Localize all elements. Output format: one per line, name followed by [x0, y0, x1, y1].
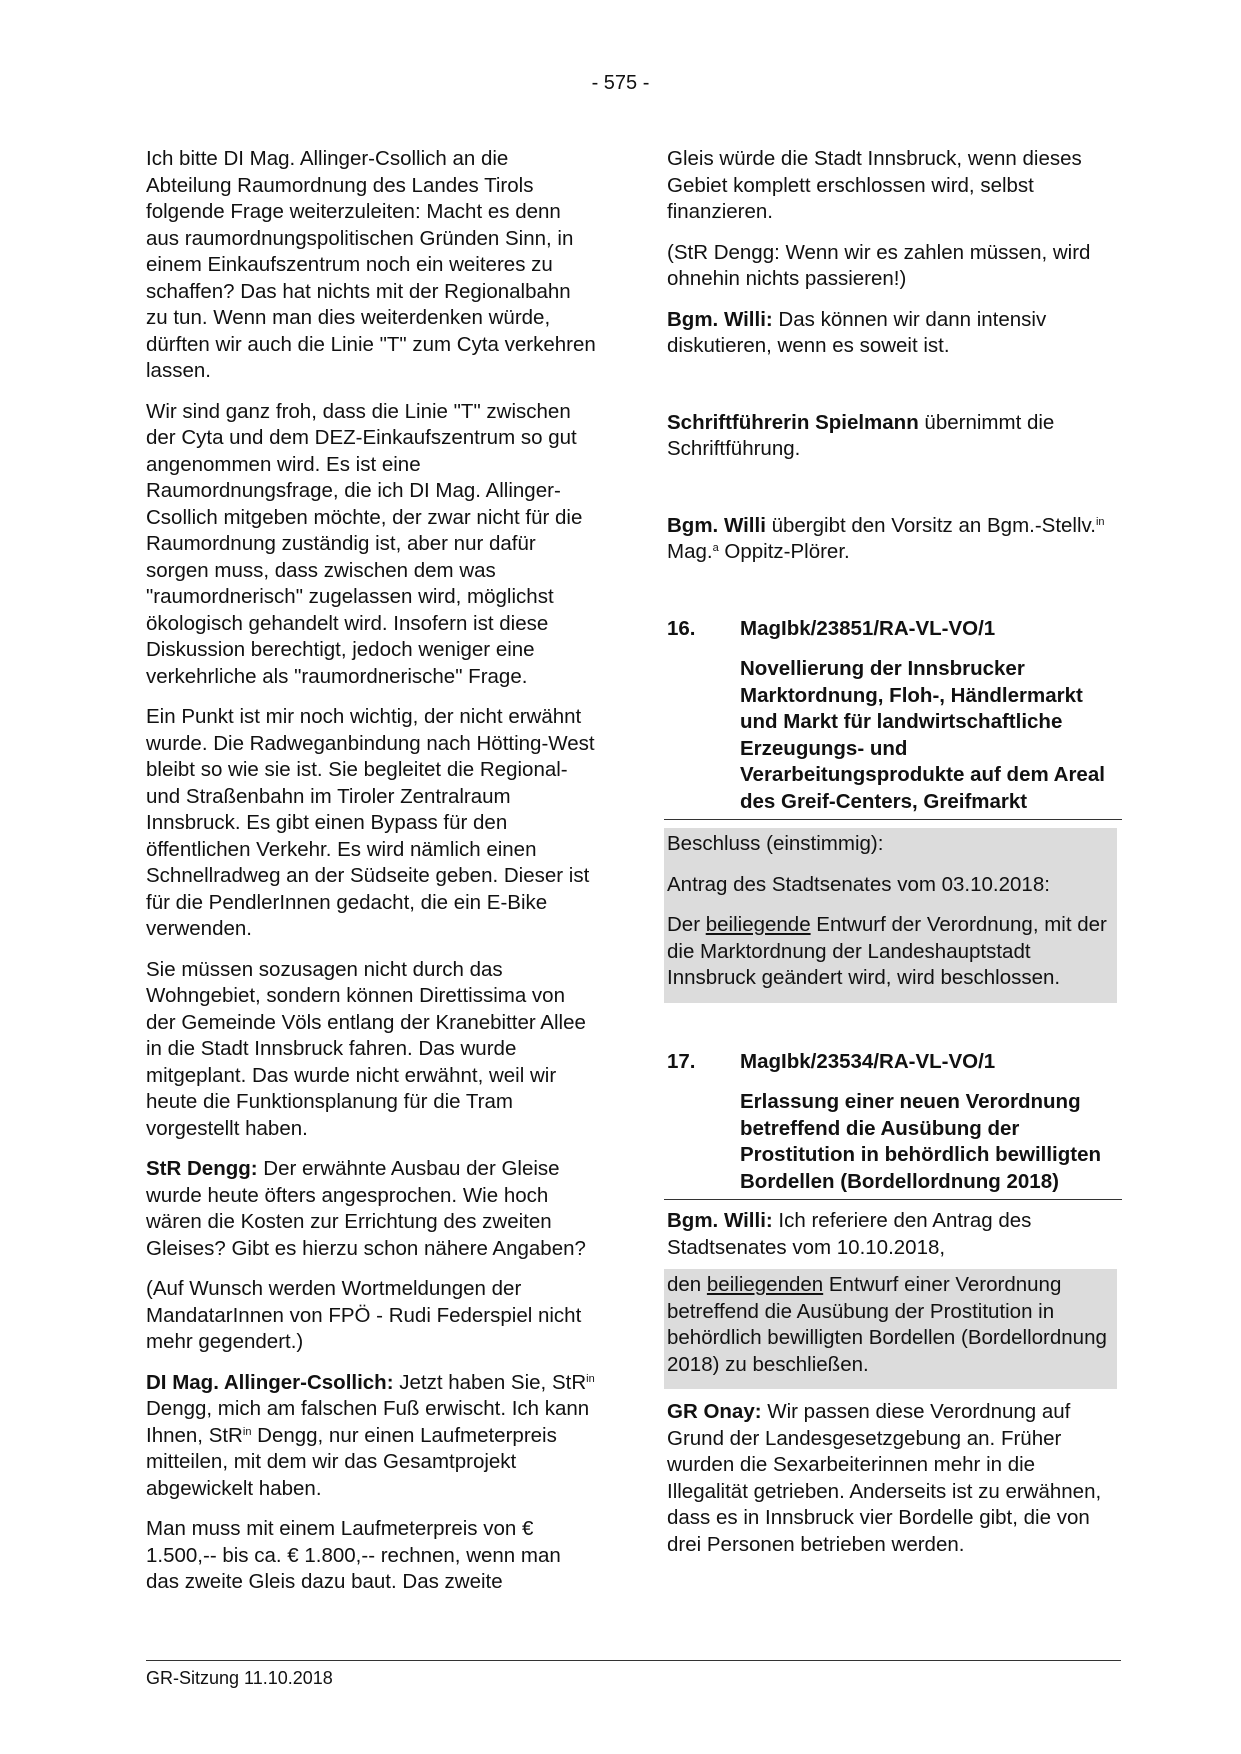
- speech-paragraph: [146, 1156, 596, 1262]
- paragraph: Sie müssen sozusagen nicht durch das Wohngebiet, sondern können Direttissima von der Gemeinde Völs entlang der Kranebitter Allee in die Stadt Innsbruck fahren. Das wurde mitgeplant. Das wurde nicht erwähnt, weil wir heute die Funktionsplanung für die Tram vorgestellt haben.: [146, 957, 586, 1140]
- agenda-item-title: Erlassung einer neuen Verordnung betreffend die Ausübung der Prostitution in behördlich bewilligten Bordellen (Bordellordnung 2018): [740, 1090, 1102, 1193]
- left-column: [146, 146, 596, 1610]
- speech-text: Jetzt haben Sie, StR: [393, 1370, 587, 1394]
- paragraph: Ich bitte DI Mag. Allinger-Csollich an die Abteilung Raumordnung des Landes Tirols folgende Frage weiterzuleiten: Macht es denn aus raumordnungspolitischen Gründen Sinn, in einem Einkaufszentrum noch ein weiteres zu schaffen? Das hat nichts mit der Regionalbahn zu tun. Wenn man dies weiterdenken würde, dürften wir auch die Linie "T" zum Cyta verkehren lassen.: [146, 147, 596, 382]
- paragraph: (StR Dengg: Wenn wir es zahlen müssen, wird ohnehin nichts passieren!): [667, 240, 1091, 290]
- agenda-item-reference: MagIbk/23851/RA-VL-VO/1: [740, 616, 996, 640]
- superscript: in: [586, 1372, 595, 1385]
- paragraph: Ein Punkt ist mir noch wichtig, der nicht erwähnt wurde. Die Radweganbindung nach Hötting-West bleibt so wie sie ist. Sie begleitet die Regional- und Straßenbahn im Tiroler Zentralraum Innsbruck. Es gibt einen Bypass für den öffentlichen Verkehr. Es wird nämlich einen Schnellradweg an der Südseite geben. Dieser ist für die PendlerInnen gedacht, die ein E-Bike verwenden.: [146, 705, 595, 940]
- footer-session-date: GR-Sitzung 11.10.2018: [146, 1668, 333, 1688]
- paragraph: (Auf Wunsch werden Wortmeldungen der MandatarInnen von FPÖ - Rudi Federspiel nicht mehr gegendert.): [146, 1277, 582, 1353]
- page-number: - 575 -: [591, 72, 650, 94]
- speech-text: Ich referiere den Antrag des Stadtsenates vom 10.10.2018,: [667, 1209, 1032, 1259]
- speaker-name: Bgm. Willi:: [667, 307, 773, 331]
- decision-label: Beschluss (einstimmig):: [667, 832, 884, 855]
- paragraph: Man muss mit einem Laufmeterpreis von € 1.500,-- bis ca. € 1.800,-- rechnen, wenn man das zweite Gleis dazu baut. Das zweite: [146, 1517, 561, 1593]
- resolution-text-part: Entwurf der Verordnung, mit der die Marktordnung der Landeshauptstadt Innsbruck geändert wird, wird beschlossen.: [667, 913, 1107, 989]
- speaker-name: StR Dengg:: [146, 1157, 258, 1180]
- speech-paragraph: [667, 513, 1117, 566]
- speech-paragraph: [146, 1370, 596, 1503]
- speech-paragraph: [667, 1399, 1117, 1558]
- speech-text: übergibt den Vorsitz an Bgm.-Stellv.: [765, 513, 1096, 537]
- agenda-item-reference: MagIbk/23534/RA-VL-VO/1: [740, 1049, 996, 1073]
- speech-text: Wir passen diese Verordnung auf Grund der Landesgesetzgebung an. Früher wurden die Sexarbeiterinnen mehr in die Illegalität getrieben. Anderseits ist zu erwähnen, dass es in Innsbruck vier Bordelle gibt, die von drei Personen betrieben werden.: [667, 1400, 1102, 1556]
- speaker-name: Bgm. Willi:: [667, 1209, 773, 1232]
- resolution-text: [667, 909, 1114, 1003]
- divider: [664, 1199, 1122, 1200]
- agenda-item-header: [667, 616, 1117, 643]
- agenda-item-number: 16.: [667, 616, 696, 640]
- superscript: in: [1095, 515, 1105, 528]
- resolution-text-part: Entwurf einer Verordnung betreffend die Ausübung der Prostitution in behördlich bewilligten Bordellen (Bordellordnung 2018) zu beschließen.: [667, 1273, 1107, 1376]
- motion-line: Antrag des Stadtsenates vom 03.10.2018:: [667, 872, 1050, 896]
- right-column: [667, 146, 1117, 1572]
- agenda-item-17: [667, 1049, 1117, 1390]
- speech-text: Mag.: [667, 540, 713, 563]
- speech-paragraph: [667, 307, 1117, 360]
- agenda-item-title: Novellierung der Innsbrucker Marktordnung, Floh-, Händlermarkt und Markt für landwirtschaftliche Erzeugungs- und Verarbeitungsprodukte auf dem Areal des Greif-Centers, Greifmarkt: [740, 657, 1105, 813]
- speaker-name: Schriftführerin Spielmann: [667, 410, 919, 434]
- agenda-item-16: [667, 616, 1117, 1003]
- resolution-text-part: Der: [667, 913, 706, 936]
- resolution-box: [664, 1269, 1117, 1389]
- agenda-item-header: [667, 1049, 1117, 1076]
- superscript: a: [712, 542, 719, 554]
- agenda-item-number: 17.: [667, 1049, 696, 1073]
- footer-divider: [146, 1660, 1121, 1661]
- resolution-text-part: den: [667, 1273, 707, 1296]
- speech-text: Dengg, mich am falschen Fuß erwischt. Ich kann Ihnen, StR: [146, 1397, 590, 1447]
- speech-text: Oppitz-Plörer.: [718, 540, 850, 563]
- paragraph: Wir sind ganz froh, dass die Linie "T" zwischen der Cyta und dem DEZ-Einkaufszentrum so gut angenommen wird. Es ist eine Raumordnungsfrage, die ich DI Mag. Allinger-Csollich mitgeben möchte, der zwar nicht für die Raumordnung zuständig ist, aber nur dafür sorgen muss, dass zwischen dem was "raumordnerisch" zugelassen wird, möglichst ökologisch gehandelt wird. Insofern ist diese Diskussion berechtigt, jedoch weniger eine verkehrliche als "raumordnerische" Frage.: [146, 399, 583, 688]
- speech-paragraph: [667, 410, 1117, 463]
- speech-text: Das können wir dann intensiv diskutieren, wenn es soweit ist.: [667, 307, 1047, 357]
- paragraph: Gleis würde die Stadt Innsbruck, wenn dieses Gebiet komplett erschlossen wird, selbst finanzieren.: [667, 147, 1082, 223]
- divider: [664, 819, 1122, 820]
- resolution-box: [664, 828, 1117, 1003]
- speech-paragraph: [667, 1208, 1117, 1261]
- speech-text: Der erwähnte Ausbau der Gleise wurde heute öfters angesprochen. Wie hoch wären die Kosten zur Errichtung des zweiten Gleises? Gibt es hierzu schon nähere Angaben?: [146, 1157, 586, 1260]
- resolution-text: [667, 1269, 1114, 1389]
- speech-text: Dengg, nur einen Laufmeterpreis mitteilen, mit dem wir das Gesamtprojekt abgewickelt haben.: [146, 1423, 557, 1500]
- underlined-word: beiliegende: [705, 913, 811, 936]
- superscript: in: [242, 1425, 252, 1438]
- speaker-name: GR Onay:: [667, 1400, 762, 1423]
- underlined-word: beiliegenden: [706, 1273, 824, 1296]
- speech-text: übernimmt die Schriftführung.: [667, 410, 1055, 460]
- speaker-name: Bgm. Willi: [667, 513, 766, 537]
- speaker-name: DI Mag. Allinger-Csollich:: [146, 1370, 394, 1394]
